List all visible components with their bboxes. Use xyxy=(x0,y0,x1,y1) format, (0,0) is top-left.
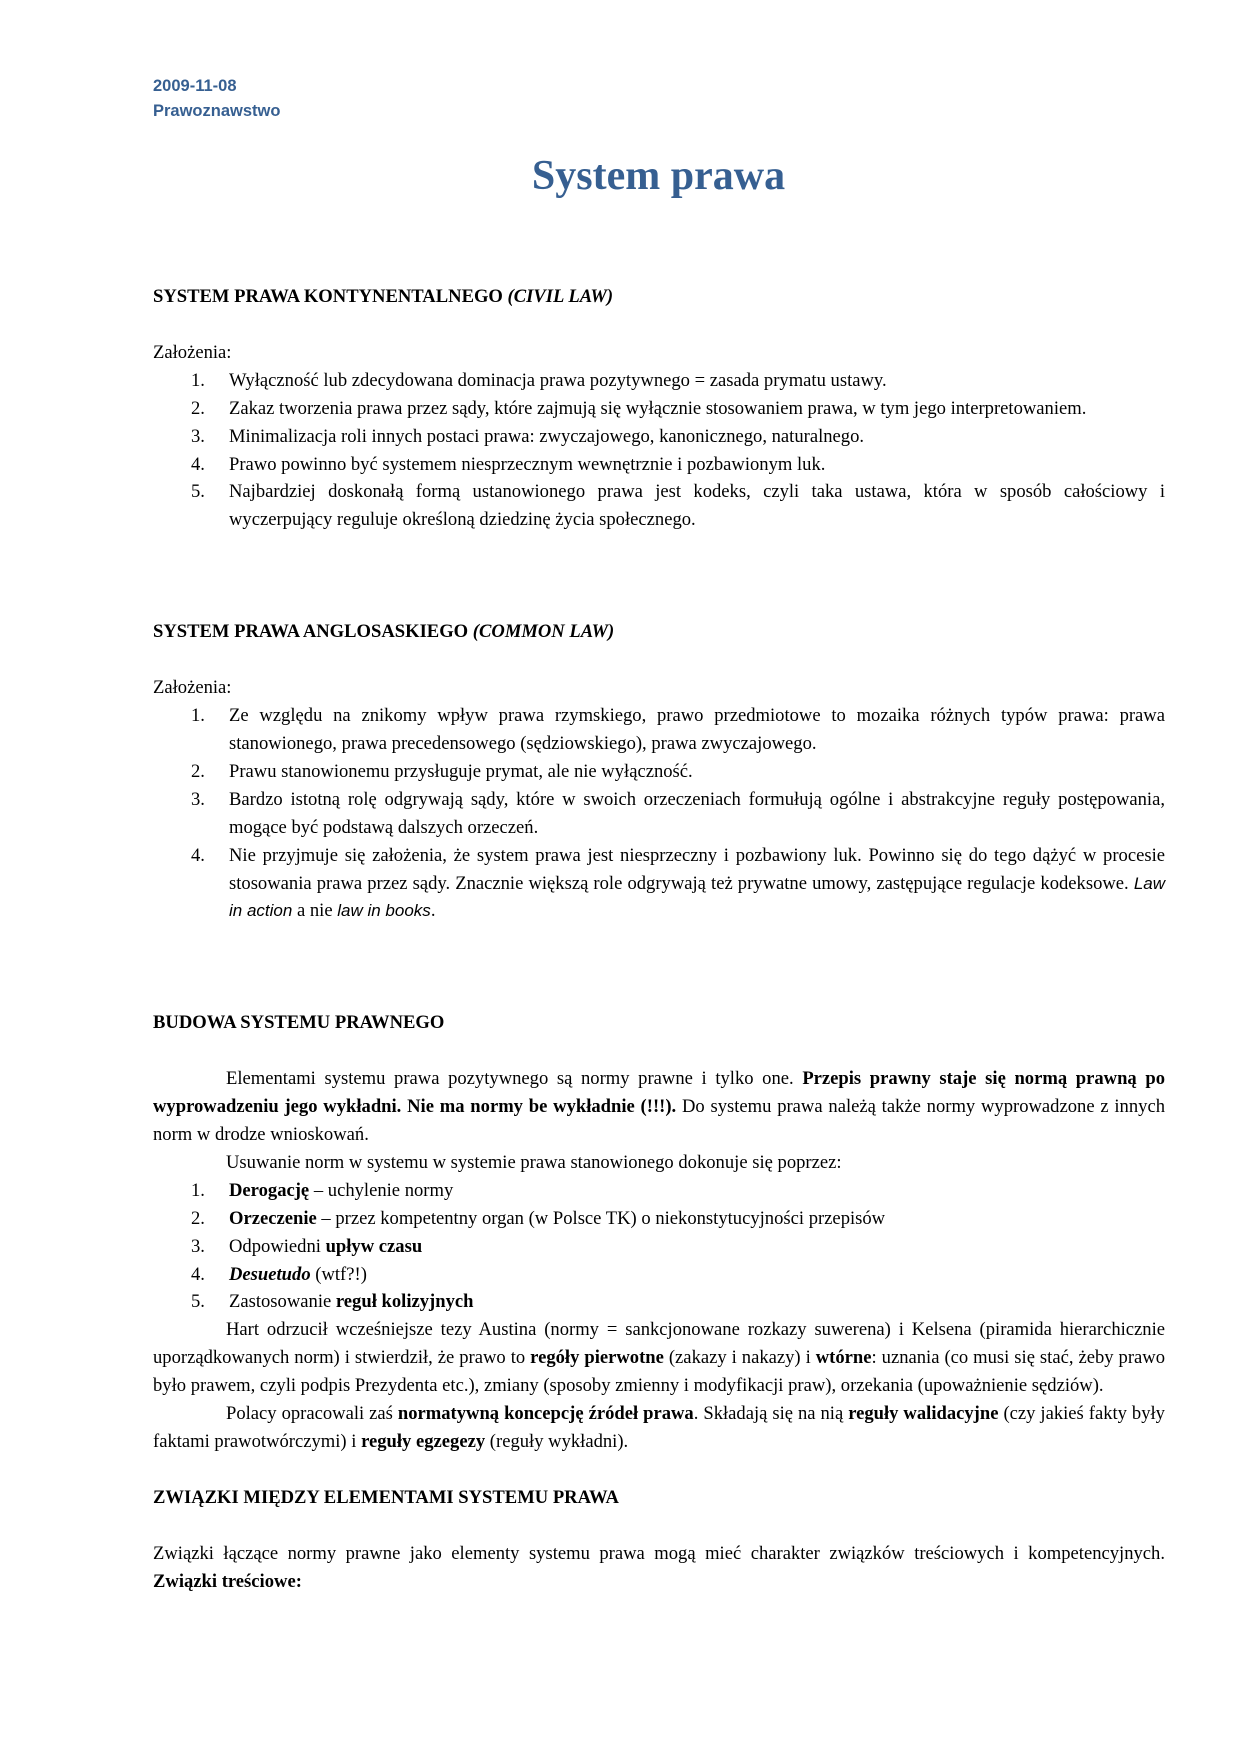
list-item: 4. Desuetudo (wtf?!) xyxy=(191,1263,367,1285)
list-item: 2. Zakaz tworzenia prawa przez sądy, które zajmują się wyłącznie stosowaniem prawa, w tym jego interpretowaniem. xyxy=(191,397,1087,419)
paragraph: Związki łączące normy prawne jako elementy systemu prawa mogą mieć charakter związków treściowych i kompetencyjnych. Związki treściowe: xyxy=(153,1542,1165,1592)
paragraph: Usuwanie norm w systemu w systemie prawa stanowionego dokonuje się poprzez: xyxy=(226,1151,842,1173)
document-header xyxy=(153,74,280,124)
list-item: 1. Wyłączność lub zdecydowana dominacja prawa pozytywnego = zasada prymatu ustawy. xyxy=(191,369,887,391)
common-law-list xyxy=(153,702,1165,925)
paragraph: Hart odrzucił wcześniejsze tezy Austina (normy = sankcjonowane rozkazy suwerena) i Kelsena (piramida hierarchicznie uporządkowanych norm) i stwierdził, że prawo to regóły pierwotne (zakazy i nakazy) i wtórne: uznania (co musi się stać, żeby prawo było prawem, czyli podpis Prezydenta etc.), zmiany (sposoby zmienny i modyfikacji praw), orzekania (upoważnienie sędziów). xyxy=(153,1319,1166,1397)
section-civil-law xyxy=(153,283,1165,534)
list-item: 3. Odpowiedni upływ czasu xyxy=(191,1235,423,1257)
section-zwiazki xyxy=(153,1484,1165,1596)
list-item: 2. Orzeczenie – przez kompetentny organ (w Polsce TK) o niekonstytucyjności przepisów xyxy=(191,1207,886,1229)
list-item: 4. Nie przyjmuje się założenia, że system prawa jest niesprzeczny i pozbawiony luk. Powinno się do tego dążyć w procesie stosowania prawa przez sądy. Znacznie większą role odgrywają też prywatne umowy, zastępujące regulacje kodeksowe. Law in action a nie law in books. xyxy=(191,844,1165,922)
section-heading: SYSTEM PRAWA ANGLOSASKIEGO (COMMON LAW) xyxy=(153,621,615,643)
assumptions-label: Założenia: xyxy=(153,677,232,699)
section-heading: BUDOWA SYSTEMU PRAWNEGO xyxy=(153,1012,445,1034)
section-heading: SYSTEM PRAWA KONTYNENTALNEGO (CIVIL LAW) xyxy=(153,286,614,307)
section-heading: ZWIĄZKI MIĘDZY ELEMENTAMI SYSTEMU PRAWA xyxy=(153,1486,619,1508)
section-budowa xyxy=(153,1009,1165,1456)
list-item: 1. Derogację – uchylenie normy xyxy=(191,1179,454,1201)
list-item: 2. Prawu stanowionemu przysługuje prymat, ale nie wyłączność. xyxy=(191,760,693,782)
list-item: 4. Prawo powinno być systemem niesprzecznym wewnętrznie i pozbawionym luk. xyxy=(191,453,826,475)
assumptions-label: Założenia: xyxy=(153,341,232,363)
list-item: 3. Bardzo istotną rolę odgrywają sądy, które w swoich orzeczeniach formułują ogólne i abstrakcyjne reguły postępowania, mogące być podstawą dalszych orzeczeń. xyxy=(191,788,1165,838)
document-body xyxy=(153,283,1165,1596)
header-date: 2009-11-08 xyxy=(153,77,237,95)
list-item: 5. Najbardziej doskonałą formą ustanowionego prawa jest kodeks, czyli taka ustawa, która w sposób całościowy i wyczerpujący reguluje określoną dziedzinę życia społecznego. xyxy=(191,481,1165,531)
page-title: System prawa xyxy=(531,153,786,199)
list-item: 1. Ze względu na znikomy wpływ prawa rzymskiego, prawo przedmiotowe to mozaika różnych typów prawa: prawa stanowionego, prawa precedensowego (sędziowskiego), prawa zwyczajowego. xyxy=(191,705,1165,754)
removal-list xyxy=(153,1177,1165,1317)
header-subject: Prawoznawstwo xyxy=(153,102,281,120)
paragraph: Polacy opracowali zaś normatywną koncepcję źródeł prawa. Składają się na nią reguły walidacyjne (czy jakieś fakty były faktami prawotwórczymi) i reguły egzegezy (reguły wykładni). xyxy=(153,1403,1165,1452)
paragraph: Elementami systemu prawa pozytywnego są normy prawne i tylko one. Przepis prawny staje się normą prawną po wyprowadzeniu jego wykładni. Nie ma normy be wykładnie (!!!). Do systemu prawa należą także normy wyprowadzone z innych norm w drodze wnioskowań. xyxy=(153,1068,1165,1146)
civil-law-list xyxy=(153,367,1165,534)
section-common-law xyxy=(153,618,1165,925)
list-item: 3. Minimalizacja roli innych postaci prawa: zwyczajowego, kanonicznego, naturalnego. xyxy=(191,425,865,447)
list-item: 5. Zastosowanie reguł kolizyjnych xyxy=(191,1291,474,1313)
